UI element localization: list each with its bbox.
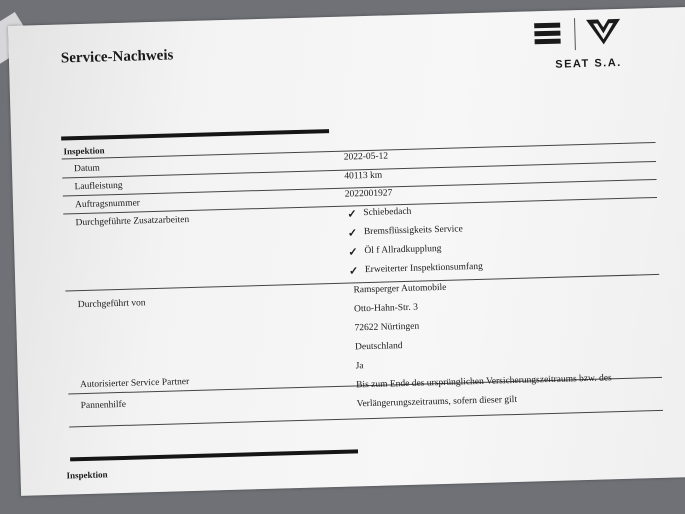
next-section-heading: Inspektion (66, 469, 108, 481)
seat-logo-icon (534, 23, 561, 46)
checkmark-icon: ✓ (348, 246, 358, 259)
value-auftragsnummer: 2022001927 (344, 188, 393, 200)
pannenhilfe-line-1: Bis zum Ende des ursprünglichen Versicherungszeitraums bzw. des (356, 373, 612, 391)
checkmark-icon: ✓ (347, 208, 357, 221)
workshop-country: Deutschland (354, 341, 403, 353)
pannenhilfe-line-2: Verlängerungszeitraums, sofern dieser gilt (356, 394, 518, 410)
value-laufleistung: 40113 km (344, 170, 383, 182)
label-auftragsnummer: Auftragsnummer (74, 198, 141, 211)
label-datum: Datum (73, 163, 101, 175)
section-bar (70, 449, 358, 461)
extra-work-item: Bremsflüssigkeits Service (363, 224, 463, 238)
service-record-page (8, 7, 685, 496)
label-service-partner: Autorisierter Service Partner (79, 377, 190, 391)
workshop-name: Ramsperger Automobile (353, 282, 447, 296)
value-service-partner: Ja (355, 361, 364, 372)
section-bar (61, 129, 329, 140)
logo-divider (574, 18, 576, 50)
workshop-street: Otto-Hahn-Str. 3 (353, 302, 419, 315)
checkmark-icon: ✓ (348, 265, 359, 278)
checkmark-icon: ✓ (347, 227, 358, 240)
label-durchgefuehrt-von: Durchgeführt von (77, 298, 146, 311)
cupra-logo-icon (584, 17, 625, 48)
brand-name: SEAT S.A. (555, 56, 622, 71)
brand-logo (526, 11, 678, 79)
section-heading: Inspektion (63, 145, 105, 157)
label-pannenhilfe: Pannenhilfe (80, 399, 127, 412)
extra-work-item: Schiebedach (363, 206, 412, 219)
document-title: Service-Nachweis (60, 47, 174, 67)
label-laufleistung: Laufleistung (74, 180, 123, 193)
divider (69, 410, 663, 428)
workshop-city: 72622 Nürtingen (354, 321, 420, 334)
extra-work-item: Öl f Allradkupplung (364, 243, 442, 257)
value-datum: 2022-05-12 (343, 151, 389, 163)
divider (63, 197, 657, 215)
extra-work-item: Erweiterter Inspektionsumfang (364, 261, 483, 276)
label-zusatzarbeiten: Durchgeführte Zusatzarbeiten (75, 215, 190, 229)
